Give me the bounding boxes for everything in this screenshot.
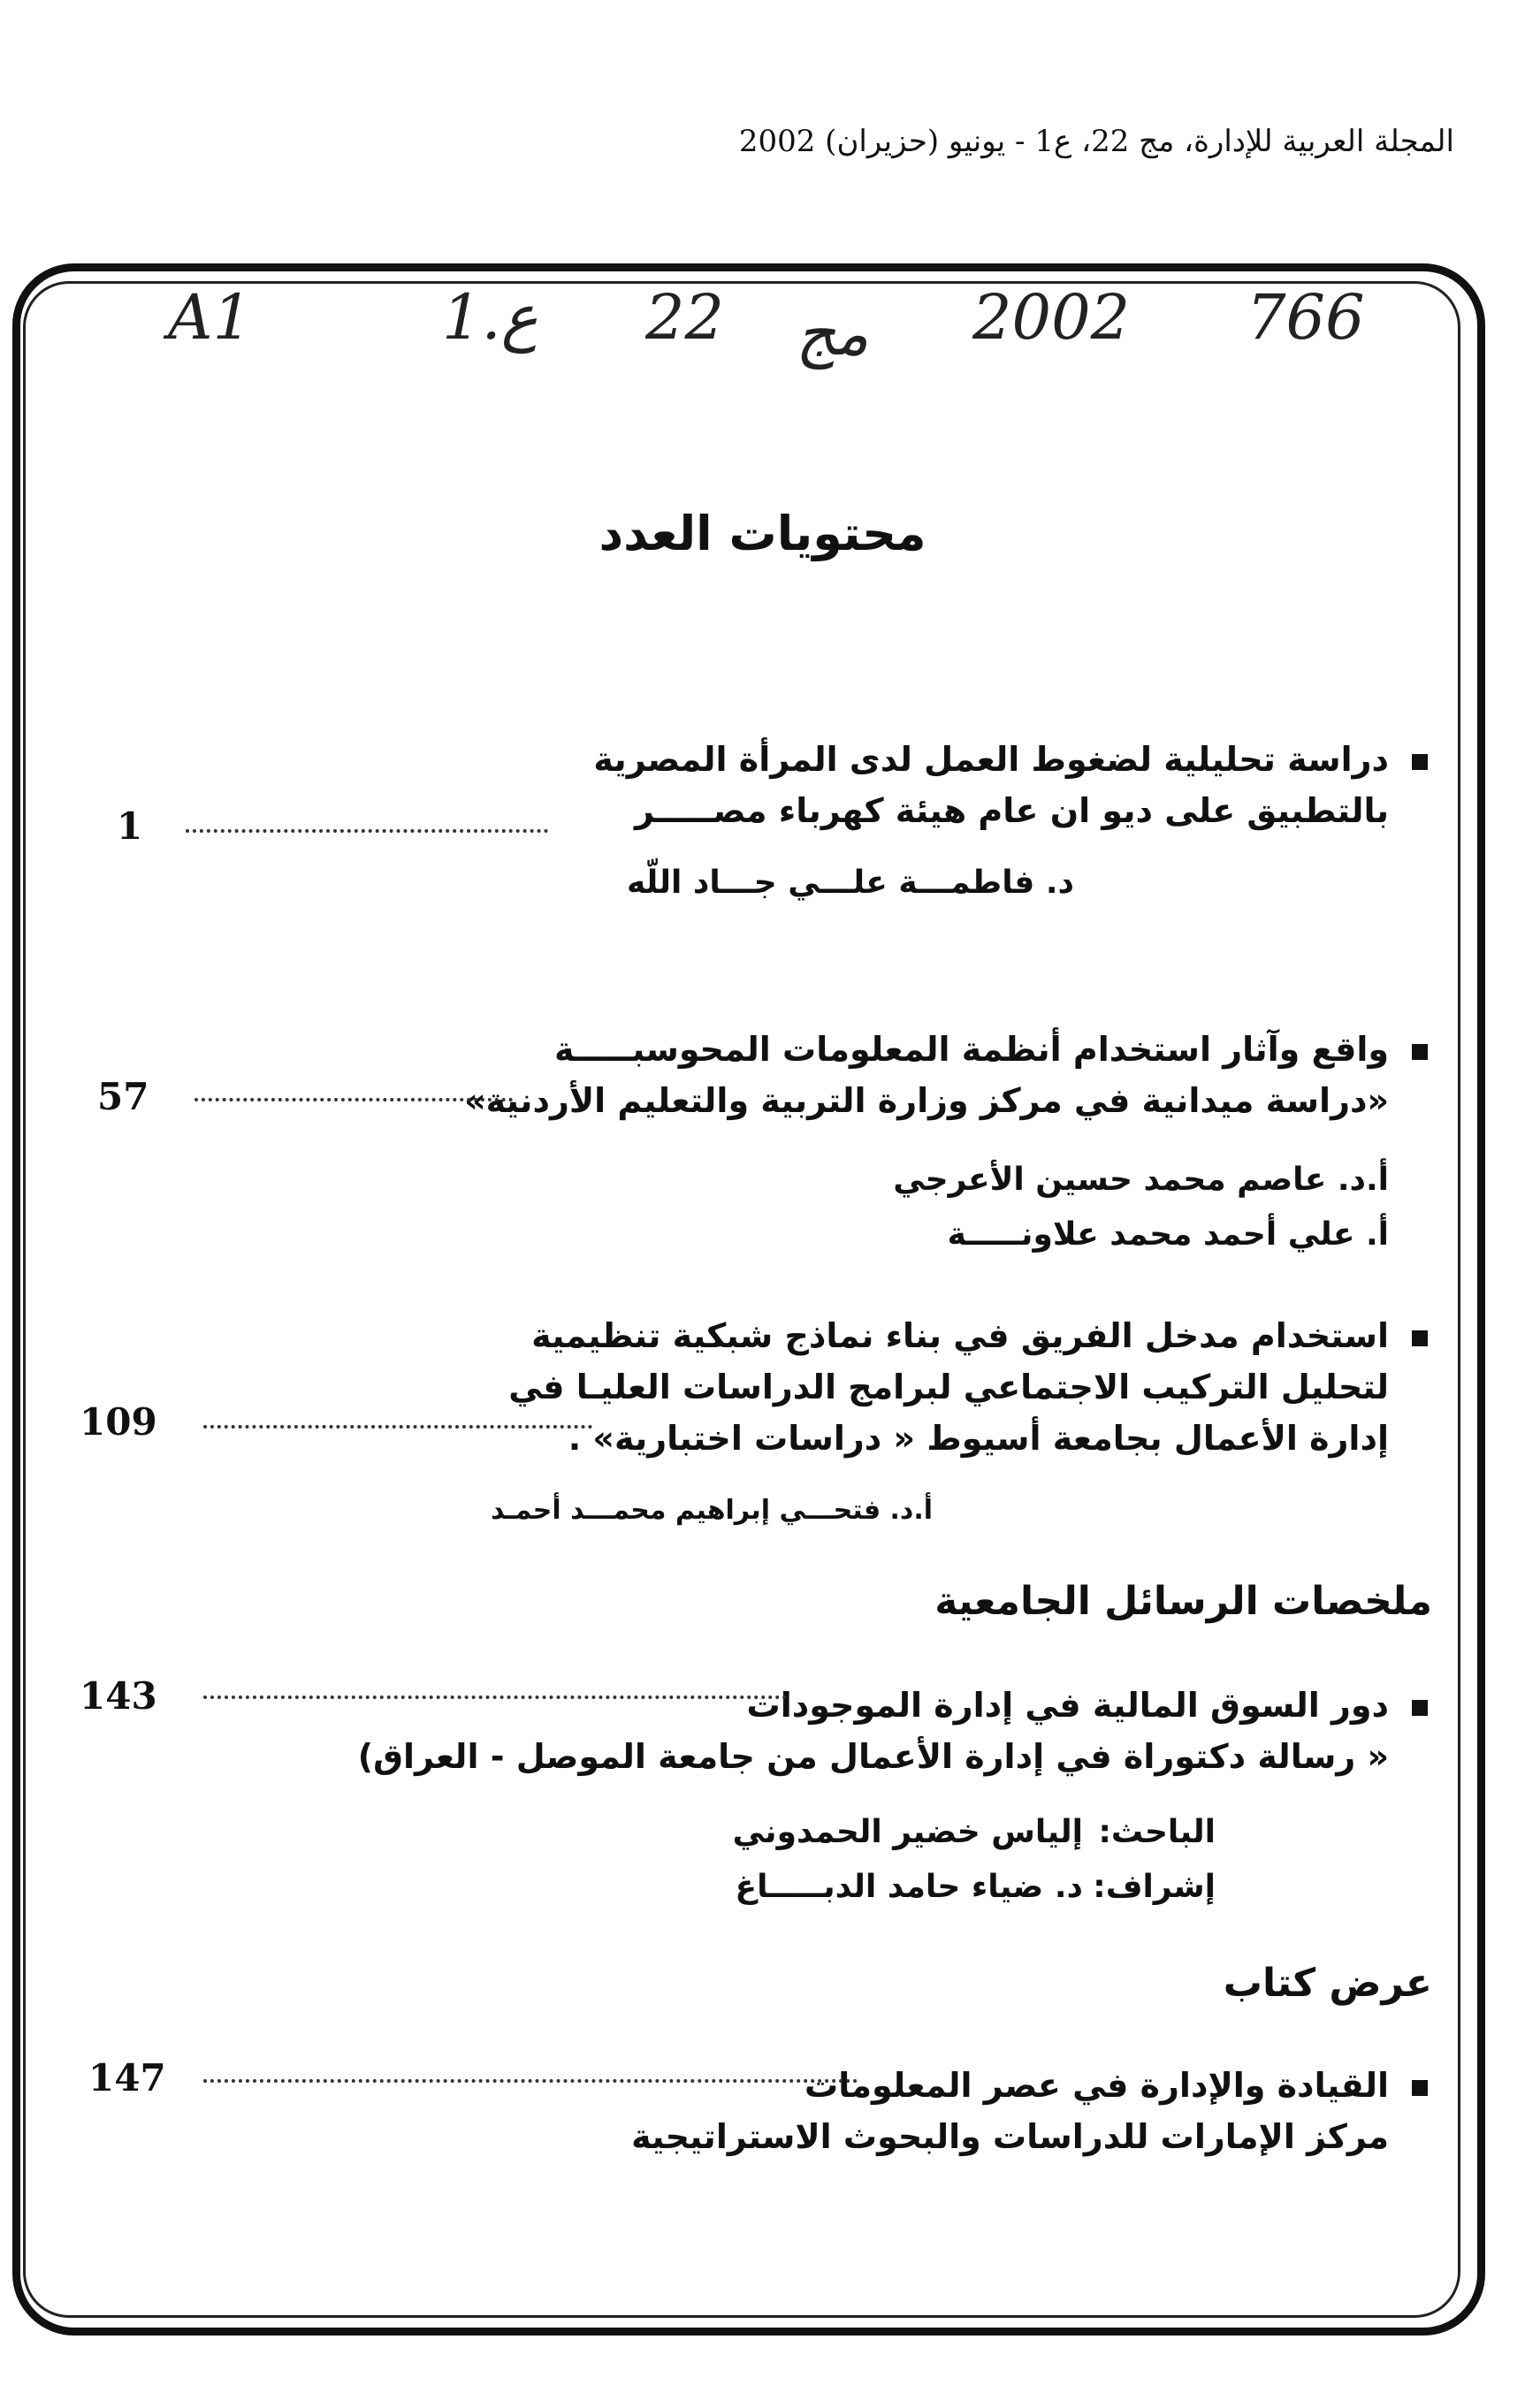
article-author: أ.د. فتحـــي إبراهيم محمـــد أحمـد [491,1495,933,1526]
handwritten-year: 2002 [972,281,1131,354]
article-title-line: بالتطبيق على ديو ان عام هيئة كهرباء مصـــــر [634,791,1389,830]
handwritten-issue: 1.ع [442,281,538,354]
thesis-entry [80,1680,1428,1915]
bullet-icon [1412,754,1428,770]
dot-leader [194,1098,513,1101]
dot-leader [186,829,548,833]
contents-frame-inner [23,281,1460,2318]
thesis-title-line: دور السوق المالية في إدارة الموجودات [80,1680,1428,1731]
page-number: 1 [117,804,143,848]
article-entry [80,1024,1428,1262]
bullet-icon [1412,1044,1428,1060]
article-title-line: دراسة تحليلية لضغوط العمل لدى المرأة المصرية [80,734,1428,785]
book-title-line: القيادة والإدارة في عصر المعلومات [80,2060,1428,2111]
bullet-icon [1412,1330,1428,1346]
article-author: أ. علي أحمد محمد علاونـــــة [947,1216,1389,1253]
dot-leader [203,2079,858,2083]
dot-leader [203,1696,787,1699]
page-number: 109 [80,1400,157,1444]
section-heading: ملخصات الرسائل الجامعية [934,1579,1432,1624]
handwritten-volume: 22 [645,281,725,354]
page-number: 57 [97,1075,149,1118]
book-publisher-line: مركز الإمارات للدراسات والبحوث الاستراتيجية [631,2117,1389,2156]
article-title-line: «دراسة ميدانية في مركز وزارة التربية والتعليم الأردنية» [464,1081,1389,1120]
bullet-icon [1412,2080,1428,2096]
article-title-line: واقع وآثار استخدام أنظمة المعلومات المحوسبـــــة [80,1024,1428,1075]
bullet-icon [1412,1700,1428,1716]
article-entry [80,1310,1428,1538]
researcher-row [80,1805,1428,1860]
researcher-name: إلياس خضير الحمدوني [732,1814,1083,1850]
handwritten-ref: 766 [1247,281,1365,354]
section-heading: عرض كتاب [1223,1961,1432,2006]
page-number: 147 [88,2056,166,2099]
journal-header: المجلة العربية للإدارة، مج 22، ع1 - يونيو (حزيران) 2002 [738,124,1454,159]
supervisor-name: د. ضياء حامد الدبـــــاغ [735,1869,1083,1905]
handwritten-vol-label: مج [796,297,869,370]
article-author: د. فاطمـــة علـــي جـــاد اللّه [626,865,1074,901]
article-title-line: استخدام مدخل الفريق في بناء نماذج شبكية تنظيمية [80,1310,1428,1361]
article-title-line: إدارة الأعمال بجامعة أسيوط « دراسات اختبارية» . [568,1419,1389,1458]
handwritten-code: A1 [168,281,253,354]
article-author: أ.د. عاصم محمد حسين الأعرجي [893,1162,1389,1198]
page-title: محتويات العدد [599,506,926,561]
supervisor-row [80,1860,1428,1915]
book-entry [80,2060,1428,2162]
supervisor-label: إشراف: [1093,1869,1216,1905]
article-entry [80,734,1428,911]
handwritten-annotation [150,281,1388,370]
researcher-label: الباحث: [1098,1814,1216,1850]
dot-leader [203,1425,592,1429]
article-title-line: لتحليل التركيب الاجتماعي لبرامج الدراسات العليـا في [508,1368,1389,1406]
page-number: 143 [80,1674,157,1718]
thesis-title-line: « رسالة دكتوراة في إدارة الأعمال من جامعة الموصل - العراق) [357,1737,1389,1776]
